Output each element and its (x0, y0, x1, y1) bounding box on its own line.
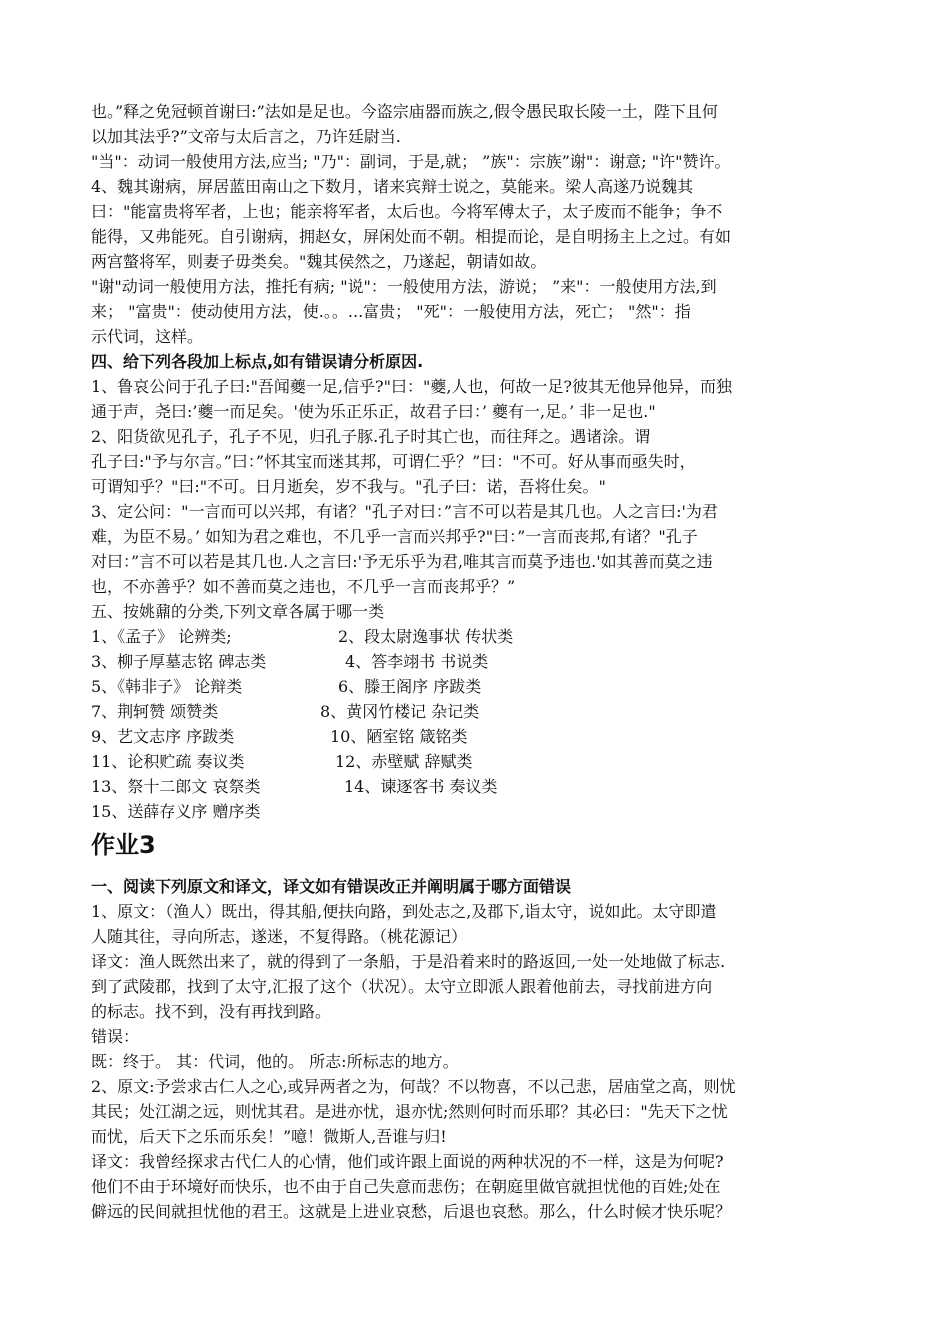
text-line: 可谓知乎？"曰:"不可。日月逝矣，岁不我与。"孔子曰：诺，吾将仕矣。" (91, 477, 606, 496)
classification-item: 10、陋室铭 箴铭类 (330, 727, 468, 746)
text-line: 来； "富贵"：使动使用方法，使.。。...富贵； "死"：一般使用方法，死亡； "然"：指 (91, 302, 691, 321)
text-line: 既：终于。 其：代词，他的。 所志:所标志的地方。 (91, 1052, 459, 1071)
text-line: "当"：动词一般使用方法,应当; "乃"：副词，于是,就； ”族"：宗族”谢"：谢意; "许"赞许。 (91, 152, 731, 171)
classification-item: 12、赤壁赋 辞赋类 (335, 752, 473, 771)
classification-item: 11、论积贮疏 奏议类 (91, 752, 245, 771)
classification-item: 6、滕王阁序 序跋类 (338, 677, 482, 696)
text-line: 其民；处江湖之远，则忧其君。是进亦忧，退亦忧;然则何时而乐耶？其必曰："先天下之忧 (91, 1102, 728, 1121)
text-line: 能得，又弗能死。自引谢病，拥赵女，屏闲处而不朝。相提而论，是自明扬主上之过。有如 (91, 227, 732, 246)
classification-item: 3、柳子厚墓志铭 碑志类 (91, 652, 267, 671)
text-line: 僻远的民间就担忧他的君王。这就是上进业哀愁，后退也哀愁。那么，什么时候才快乐呢？ (91, 1202, 732, 1221)
text-line: 译文：我曾经探求古代仁人的心情，他们或许跟上面说的两种状况的不一样，这是为何呢? (91, 1152, 724, 1171)
text-line: 1、鲁哀公问于孔子曰:"吾闻夔一足,信乎?"曰："夔,人也，何故一足?彼其无他异他异，而独 (91, 377, 732, 396)
text-line: 也，不亦善乎？如不善而莫之违也，不几乎一言而丧邦乎？” (91, 577, 516, 596)
text-line: 译文：渔人既然出来了，就的得到了一条船，于是沿着来时的路返回,一处一处地做了标志. (91, 952, 726, 971)
text-line: 的标志。找不到，没有再找到路。 (91, 1002, 332, 1021)
text-line: 以加其法乎?”文帝与太后言之，乃许廷尉当. (91, 127, 401, 146)
text-line: 到了武陵郡，找到了太守,汇报了这个（状况）。太守立即派人跟着他前去，寻找前进方向 (91, 977, 713, 996)
classification-item: 15、送薛存义序 赠序类 (91, 802, 261, 821)
text-line: 1、原文：（渔人）既出，得其船,便扶向路，到处志之,及郡下,诣太守，说如此。太守即遣 (91, 902, 717, 921)
text-line: 4、魏其谢病，屏居蓝田南山之下数月，诸来宾辩士说之，莫能来。梁人高遂乃说魏其 (91, 177, 694, 196)
classification-item: 9、艺文志序 序跋类 (91, 727, 235, 746)
classification-item: 14、谏逐客书 奏议类 (344, 777, 498, 796)
section-heading: 五、按姚鼐的分类,下列文章各属于哪一类 (91, 602, 385, 621)
text-line: "谢"动词一般使用方法，推托有病; "说"：一般使用方法，游说； ”来"：一般使用方法,到 (91, 277, 717, 296)
classification-item: 7、荆轲赞 颂赞类 (91, 702, 219, 721)
classification-item: 8、黄冈竹楼记 杂记类 (320, 702, 480, 721)
text-line: 曰："能富贵将军者，上也；能亲将军者，太后也。今将军傅太子，太子废而不能争；争不 (91, 202, 723, 221)
classification-item: 5、《韩非子》 论辩类 (91, 677, 243, 696)
text-line: 两宫螫将军，则妻子毋类矣。"魏其侯然之，乃遂起，朝请如故。 (91, 252, 547, 271)
text-line: 也。”释之免冠顿首谢曰:”法如是足也。今盗宗庙器而族之,假令愚民取长陵一土，陛下且何 (91, 102, 718, 121)
text-line: 难，为臣不易。’ 如知为君之难也，不几乎一言而兴邦乎?"曰：”一言而丧邦,有诸？"孔子 (91, 527, 698, 546)
classification-item: 2、段太尉逸事状 传状类 (338, 627, 514, 646)
assignment-heading: 作业3 (91, 831, 156, 859)
text-line: 错误： (91, 1027, 140, 1046)
classification-item: 1、《孟子》 论辨类; (91, 627, 232, 646)
text-line: 他们不由于环境好而快乐，也不由于自己失意而悲伤；在朝庭里做官就担忧他的百姓;处在 (91, 1177, 721, 1196)
text-line: 人随其往，寻向所志，遂迷，不复得路。（桃花源记） (91, 927, 468, 946)
text-line: 对曰：”言不可以若是其几也.人之言曰:'予无乐乎为君,唯其言而莫予违也.'如其善而莫之违 (91, 552, 713, 571)
text-line: 而忧，后天下之乐而乐矣！”噫！微斯人,吾谁与归! (91, 1127, 447, 1146)
text-line: 2、阳货欲见孔子，孔子不见，归孔子豚.孔子时其亡也，而往拜之。遇诸涂。谓 (91, 427, 651, 446)
text-line: 孔子曰:"予与尔言。”曰：”怀其宝而迷其邦，可谓仁乎？”曰："不可。好从事而亟失时， (91, 452, 696, 471)
classification-item: 13、祭十二郎文 哀祭类 (91, 777, 261, 796)
section-heading: 四、给下列各段加上标点,如有错误请分析原因. (91, 352, 424, 371)
text-line: 2、原文:予尝求古仁人之心,或异两者之为，何哉？不以物喜，不以己悲，居庙堂之高，则忧 (91, 1077, 736, 1096)
section-heading: 一、阅读下列原文和译文，译文如有错误改正并阐明属于哪方面错误 (91, 877, 572, 896)
text-line: 通于声，尧曰:’夔一而足矣。'使为乐正乐正，故君子曰：’ 夔有一,足。’ 非一足也." (91, 402, 656, 421)
text-line: 示代词，这样。 (91, 327, 204, 346)
text-line: 3、定公问："一言而可以兴邦，有诸？"孔子对曰：”言不可以若是其几也。人之言曰:'为君 (91, 502, 718, 521)
classification-item: 4、答李翊书 书说类 (345, 652, 489, 671)
